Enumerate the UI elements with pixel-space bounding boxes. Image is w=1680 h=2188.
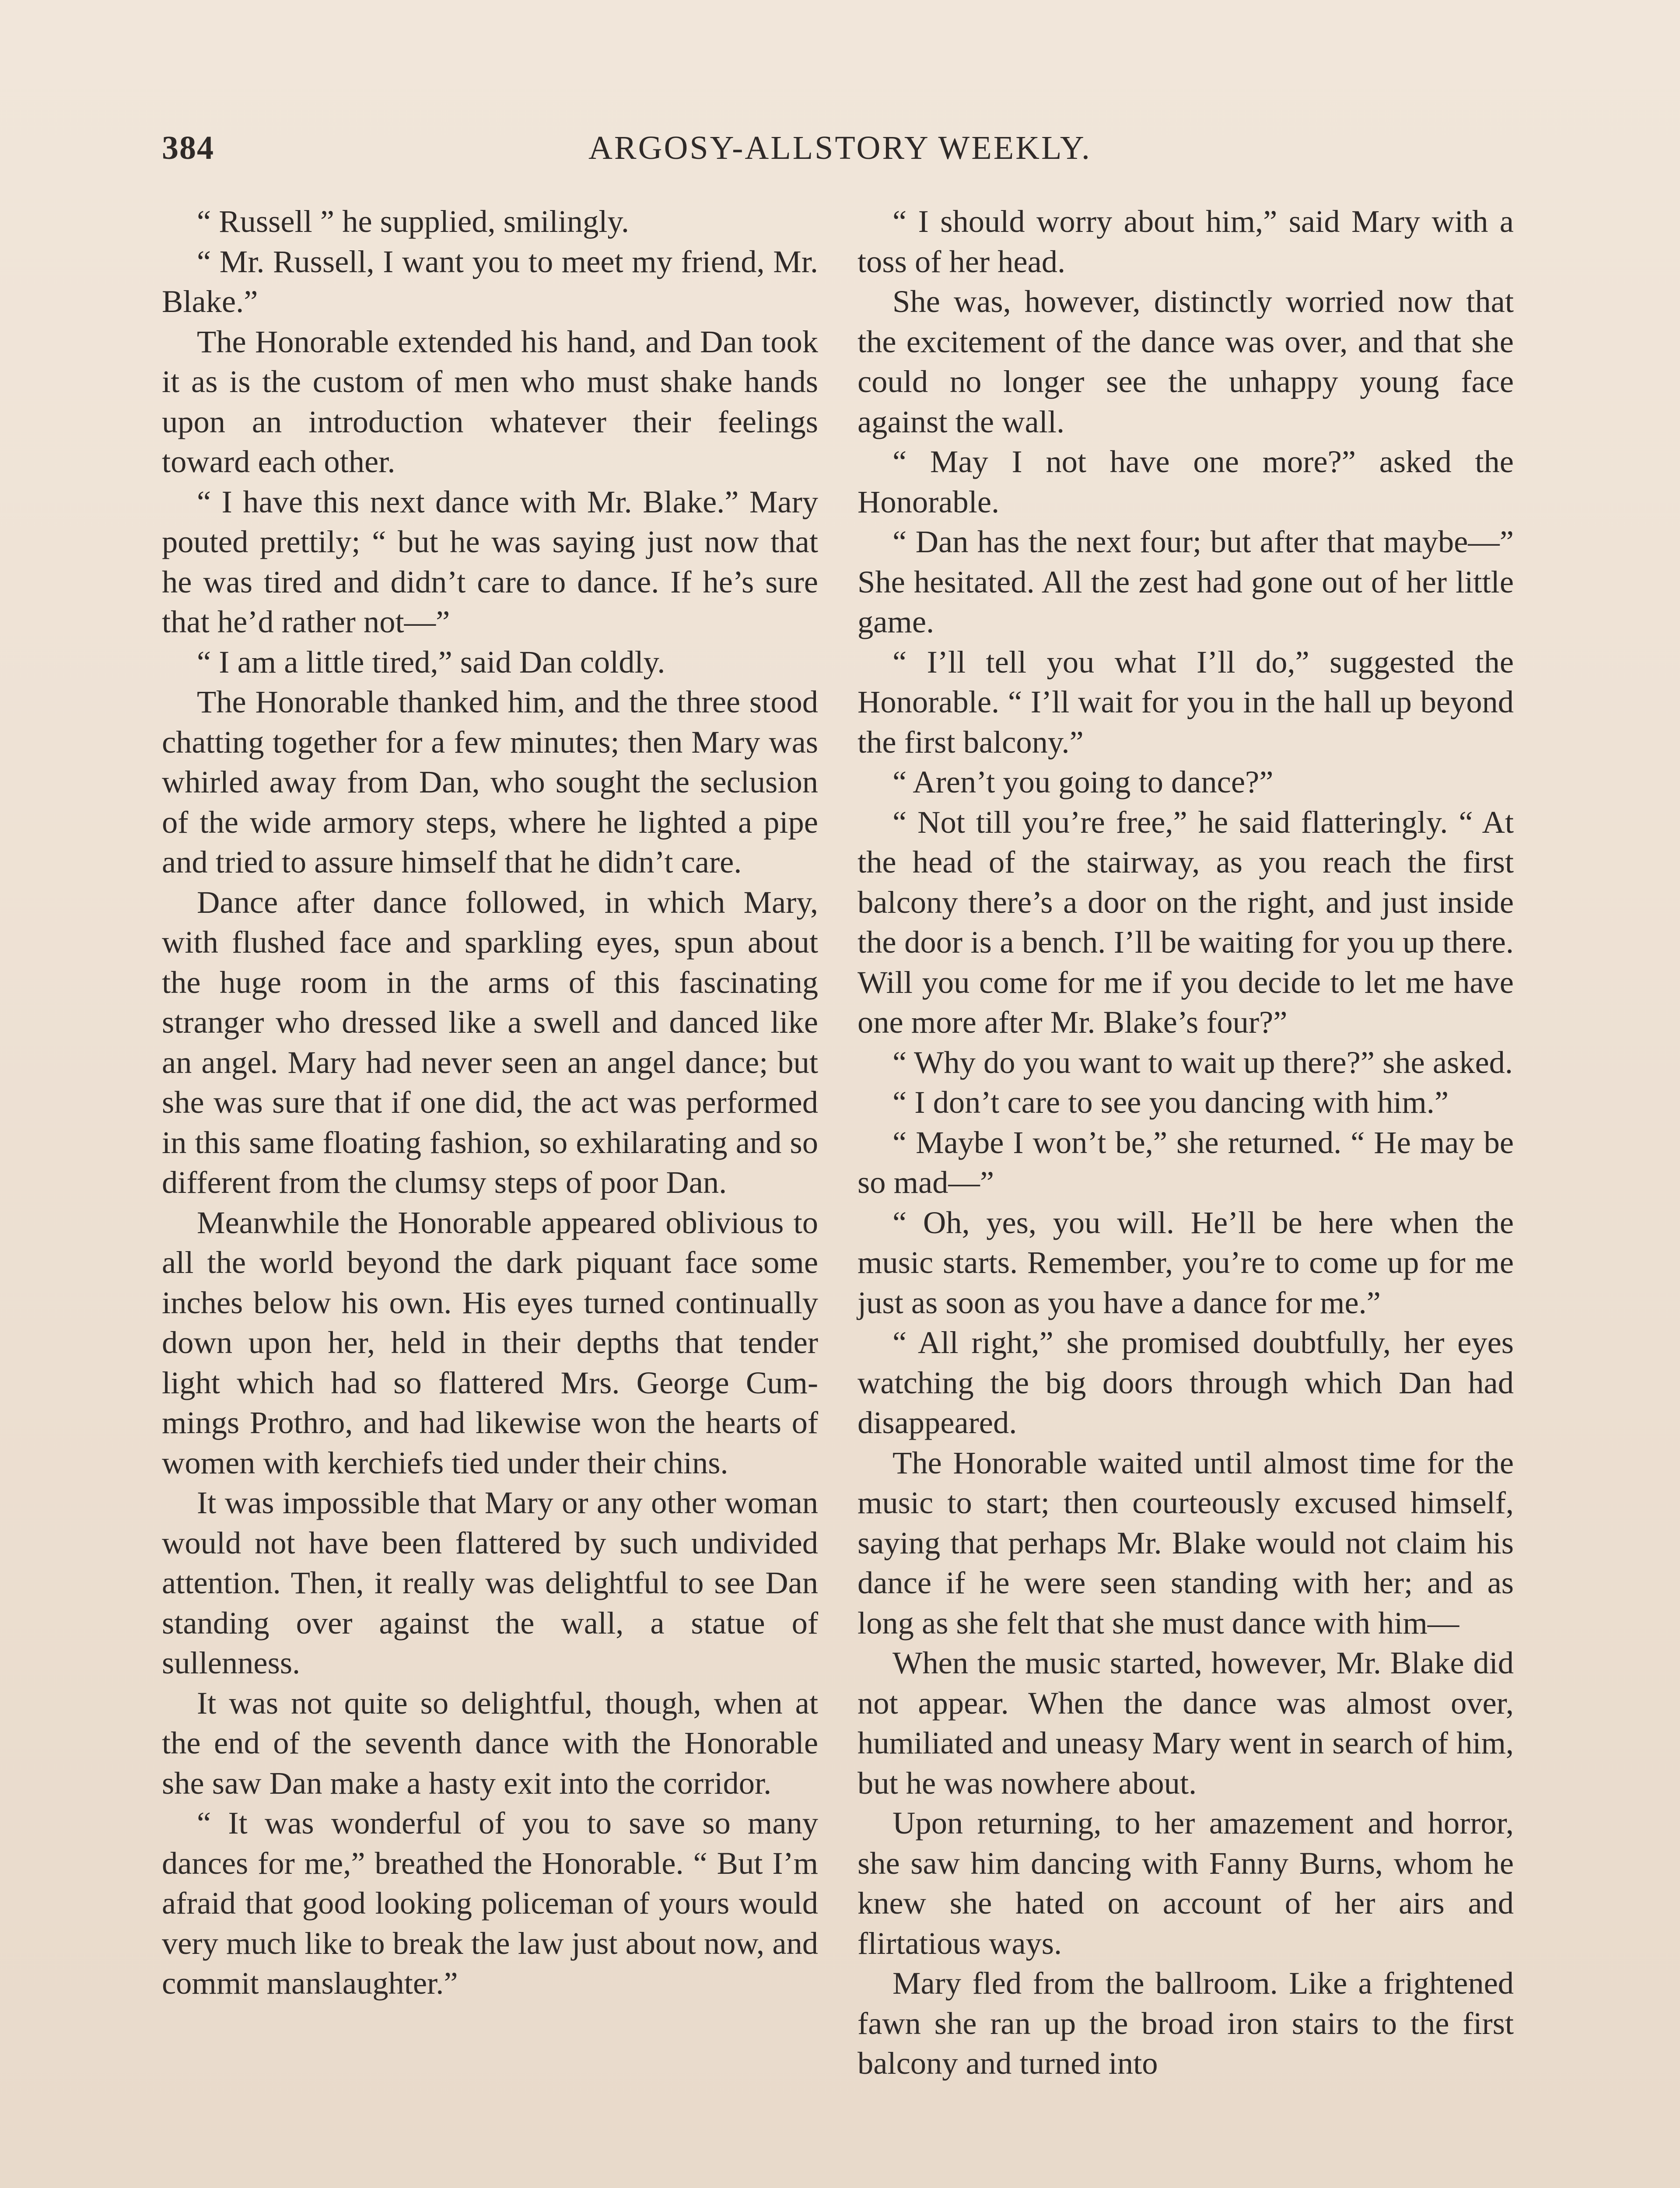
paragraph: “ May I not have one more?” asked the Honorable. [858, 444, 1514, 519]
paragraph: “ Not till you’re free,” he said flatteringly. “ At the head of the stairway, as you reach the first balcony there’s a door on the right, and just inside the door is a bench. I’ll be waiting for you up there. Will you come for me if you decide to let me have one more after Mr. Blake’s four?” [858, 804, 1514, 1040]
paragraph: “ Maybe I won’t be,” she returned. “ He may be so mad—” [858, 1124, 1514, 1200]
paragraph: “ Dan has the next four; but after that maybe—” She hesitated. All the zest had gone out of her little game. [858, 524, 1514, 639]
paragraph: “ I have this next dance with Mr. Blake.” Mary pouted prettily; “ but he was saying just now that he was tired and didn’t care to dance. If he’s sure that he’d rather not—” [162, 484, 818, 639]
paragraph: Dance after dance followed, in which Mary, with flushed face and sparkling eyes, spun about the huge room in the arms of this fascinating stranger who dressed like a swell and danced like an angel. Mary had never seen an angel dance; but she was sure that if one did, the act was performed in this same floating fashion, so exhilarating and so different from the clumsy steps of poor Dan. [162, 884, 818, 1200]
paragraph: Mary fled from the ballroom. Like a frightened fawn she ran up the broad iron stairs to the first balcony and turned into [858, 1965, 1514, 2081]
paragraph: “ Russell ” he supplied, smilingly. [197, 203, 630, 239]
paragraph: “ I should worry about him,” said Mary with a toss of her head. [858, 203, 1514, 279]
paragraph: “ Oh, yes, you will. He’ll be here when the music starts. Remember, you’re to come up for me just as soon as you have a dance for me.” [858, 1204, 1514, 1320]
running-head-title: ARGOSY-ALLSTORY WEEKLY. [588, 130, 1092, 166]
paragraph: The Honorable waited until almost time for the music to start; then courteously excused himself, saying that perhaps Mr. Blake would not claim his dance if he were seen standing with her; and as long as she felt that she must dance with him— [858, 1445, 1514, 1641]
paragraph: “ Aren’t you going to dance?” [892, 764, 1274, 799]
paragraph: “ I am a little tired,” said Dan coldly. [197, 644, 665, 680]
paragraph: “ I don’t care to see you dancing with him.” [892, 1084, 1449, 1120]
paragraph: Meanwhile the Honorable appeared oblivious to all the world beyond the dark piquant face some inches below his own. His eyes turned continually down upon her, held in their depths that tender light which had so flattered Mrs. George Cummings Prothro, and had likewise won the hearts of women with kerchiefs tied under their chins. [162, 1204, 818, 1480]
paragraph: “ Why do you want to wait up there?” she asked. [892, 1044, 1513, 1080]
left-column [162, 201, 818, 2003]
paragraph: Upon returning, to her amazement and horror, she saw him dancing with Fanny Burns, whom he knew she hated on account of her airs and flirtatious ways. [858, 1805, 1514, 1961]
paragraph: “ Mr. Russell, I want you to meet my friend, Mr. Blake.” [162, 243, 818, 319]
paragraph: The Honorable thanked him, and the three stood chatting together for a few minutes; then Mary was whirled away from Dan, who sought the seclusion of the wide armory steps, where he lighted a pipe and tried to assure himself that he didn’t care. [162, 684, 818, 880]
paragraph: She was, however, distinctly worried now that the excitement of the dance was over, and that she could no longer see the unhappy young face against the wall. [858, 284, 1514, 439]
paragraph: The Honorable extended his hand, and Dan took it as is the custom of men who must shake hands upon an introduction whatever their feelings toward each other. [162, 323, 818, 479]
paragraph: “ All right,” she promised doubtfully, her eyes watching the big doors through which Dan had disappeared. [858, 1325, 1514, 1440]
paragraph: “ I’ll tell you what I’ll do,” suggested the Honorable. “ I’ll wait for you in the hall up beyond the first balcony.” [858, 644, 1514, 760]
paragraph: It was not quite so delightful, though, when at the end of the seventh dance with the Honorable she saw Dan make a hasty exit into the corridor. [162, 1685, 818, 1801]
page-number: 384 [162, 130, 214, 166]
paragraph: “ It was wonderful of you to save so many dances for me,” breathed the Honorable. “ But I’m afraid that good looking policeman of yours would very much like to break the law just about now, and commit manslaughter.” [162, 1805, 818, 2001]
page-header [162, 129, 1518, 177]
right-column [858, 201, 1514, 2083]
paragraph: When the music started, however, Mr. Blake did not appear. When the dance was almost over, humiliated and uneasy Mary went in search of him, but he was nowhere about. [858, 1645, 1514, 1801]
paragraph: It was impossible that Mary or any other woman would not have been flattered by such undivided attention. Then, it really was delightful to see Dan standing over against the wall, a statue of sullenness. [162, 1485, 818, 1680]
